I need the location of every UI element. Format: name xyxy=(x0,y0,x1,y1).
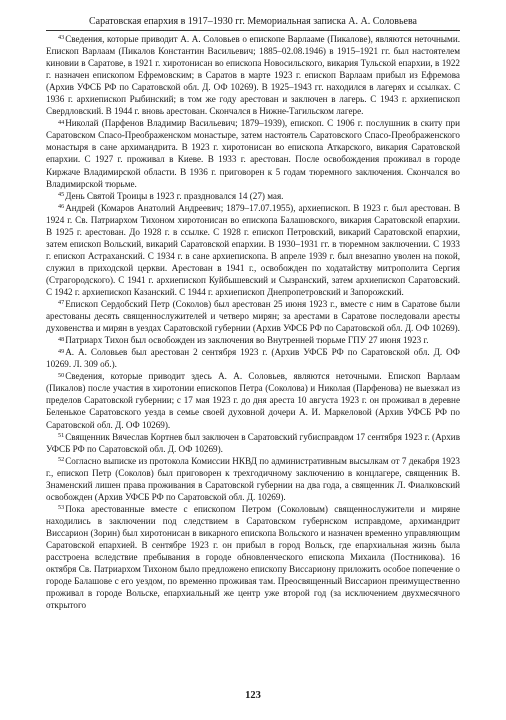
footnote-text: Сведения, которые приводит А. А. Соловьев о епископе Варлааме (Пикалове), являются неточными. Епископ Варлаам (Пикалов Константин Васильевич; 1885–02.08.1946) в 1915–1921 гг. был настоятелем киновии в Саратове, в 1921 г. хиротонисан во епископа Новосильского, викария Тульской епархии, в 1922 г. назначен епископом Ефремовским; в Саратов в марте 1923 г. епископ Варлаам прибыл из Ефремова (Архив УФСБ РФ по Саратовской обл. Д. ОФ 10269). В 1925–1943 гг. находился в лагерях и ссылках. С 1936 г. архиепископ Рыбинский; в том же году арестован и заключен в лагерь. С 1943 г. архиепископ Свердловский. В 1944 г. вновь арестован. Скончался в Нижне-Тагильском лагере. xyxy=(46,34,460,117)
footnote-text: Епископ Сердобский Петр (Соколов) был арестован 25 июня 1923 г., вместе с ним в Саратове были арестованы десять священнослужителей и четверо мирян; за арестами в Саратове последовали аресты духовенства и мирян в уездах Саратовской губернии (Архив УФСБ РФ по Саратовской обл. Д. ОФ 10269). xyxy=(46,299,460,334)
footnote-number: 46 xyxy=(58,203,65,211)
footnote-number: 53 xyxy=(58,504,65,512)
footnotes-block xyxy=(46,33,460,611)
footnote xyxy=(46,334,460,346)
footnote-text: Патриарх Тихон был освобожден из заключения во Внутренней тюрьме ГПУ 27 июня 1923 г. xyxy=(65,335,429,346)
footnote xyxy=(46,431,460,455)
footnote-text: Сведения, которые приводит здесь А. А. Соловьев, являются неточными. Епископ Варлаам (Пикалов) после участия в хиротонии епископов Петра (Соколова) и Николая (Парфенова) не выезжал из пределов Саратовской губернии; с 17 мая 1923 г. до дня ареста 10 августа 1923 г. он проживал в деревне Беленькое Саратовского уезда в семье своей духовной дочери А. И. Маркеловой (Архив УФСБ РФ по Саратовской обл. Д. ОФ 10269). xyxy=(46,371,460,430)
footnote xyxy=(46,117,460,189)
footnote-number: 44 xyxy=(58,118,65,126)
footnote xyxy=(46,202,460,298)
footnote-text: Согласно выписке из протокола Комиссии НКВД по административным высылкам от 7 декабря 1923 г., епископ Петр (Соколов) был приговорен к трехгодичному заключению в концлагере, священник В. Знаменский лишен права проживания в Саратовской губернии на два года, а священник Л. Фиалковский освобожден (Архив УФСБ РФ по Саратовской обл. Д. 10269). xyxy=(46,455,460,502)
footnote xyxy=(46,346,460,370)
footnote-number: 43 xyxy=(58,34,65,42)
footnote-number: 50 xyxy=(58,371,65,379)
page-number: 123 xyxy=(245,690,261,701)
footnote-number: 52 xyxy=(58,456,65,464)
footnote-number: 49 xyxy=(58,347,65,355)
footnote-number: 47 xyxy=(58,299,65,307)
footnote-number: 48 xyxy=(58,335,65,343)
footnote-text: День Святой Троицы в 1923 г. праздновался 14 (27) мая. xyxy=(65,190,284,201)
footnote xyxy=(46,503,460,611)
footnote xyxy=(46,455,460,503)
footnote-text: А. А. Соловьев был арестован 2 сентября 1923 г. (Архив УФСБ РФ по Саратовской обл. Д. ОФ 10269. Л. 309 об.). xyxy=(46,347,460,370)
footnote-text: Пока арестованные вместе с епископом Петром (Соколовым) священнослужители и миряне находились в заключении под следствием в Саратовском губернском исправдоме, архимандрит Виссарион (Зорин) был хиротонисан в викарного епископа Вольского и назначен временно управляющим Саратовской епархией. В сентябре 1923 г. он прибыл в город Вольск, где епархиальная жизнь была расстроена вследствие пребывания в городе обновленческого епископа Михаила (Постникова). 16 октября Св. Патриархом Тихоном было предложено епископу Виссариону приложить особое попечение о городе Балашове с его уездом, по временно проживая там. Преосвященный Виссарион преимущественно проживал в городе Вольске, епархиальный же центр уже второй год (за исключением двухмесячного открытого xyxy=(46,503,460,611)
footnote xyxy=(46,298,460,334)
footnote-number: 51 xyxy=(58,431,65,439)
running-head: Саратовская епархия в 1917–1930 гг. Мемориальная записка А. А. Соловьева xyxy=(89,16,417,27)
footnote xyxy=(46,33,460,117)
footnote xyxy=(46,190,460,202)
footnote-number: 45 xyxy=(58,191,65,199)
footnote-text: Николай (Парфенов Владимир Васильевич; 1879–1939), епископ. С 1906 г. послушник в скиту при Саратовском Спасо-Преображенском монастыре, затем настоятель Саратовского Спасо-Преображенского монастыря в сане архимандрита. В 1923 г. хиротонисан во епископа Аткарского, викария Саратовской епархии. С 1927 г. проживал в Киеве. В 1933 г. арестован. После освобождения проживал в городе Киржаче Владимирской области. В 1936 г. приговорен к 5 годам тюремного заключения. Скончался во Владимирской тюрьме. xyxy=(46,118,460,189)
footnote xyxy=(46,370,460,430)
footnote-text: Андрей (Комаров Анатолий Андреевич; 1879–17.07.1955), архиепископ. В 1923 г. был арестован. В 1924 г. Св. Патриархом Тихоном хиротонисан во епископа Балашовского, викария Саратовской епархии. В 1925 г. арестован. До 1928 г. в ссылке. С 1928 г. епископ Петровский, викарий Саратовской епархии, затем епископ Вольский, викарий Саратовской епархии. В 1930–1931 гг. в тюремном заключении. С 1933 г. епископ Астраханский. С 1934 г. в сане архиепископа. В апреле 1939 г. был внезапно уволен на покой, служил в приходской церкви. Арестован в 1941 г., освобожден по ходатайству митрополита Сергия (Страгородского). С 1941 г. архиепископ Куйбышевский и Сызранский, затем архиепископ Саратовский. С 1942 г. архиепископ Казанский. С 1944 г. архиепископ Днепропетровский и Запорожский. xyxy=(46,202,460,297)
footnote-text: Священник Вячеслав Кортнев был заключен в Саратовский губисправдом 17 сентября 1923 г. (Архив УФСБ РФ по Саратовской обл. Д. ОФ 10269). xyxy=(46,431,460,454)
header-rule xyxy=(46,30,460,31)
